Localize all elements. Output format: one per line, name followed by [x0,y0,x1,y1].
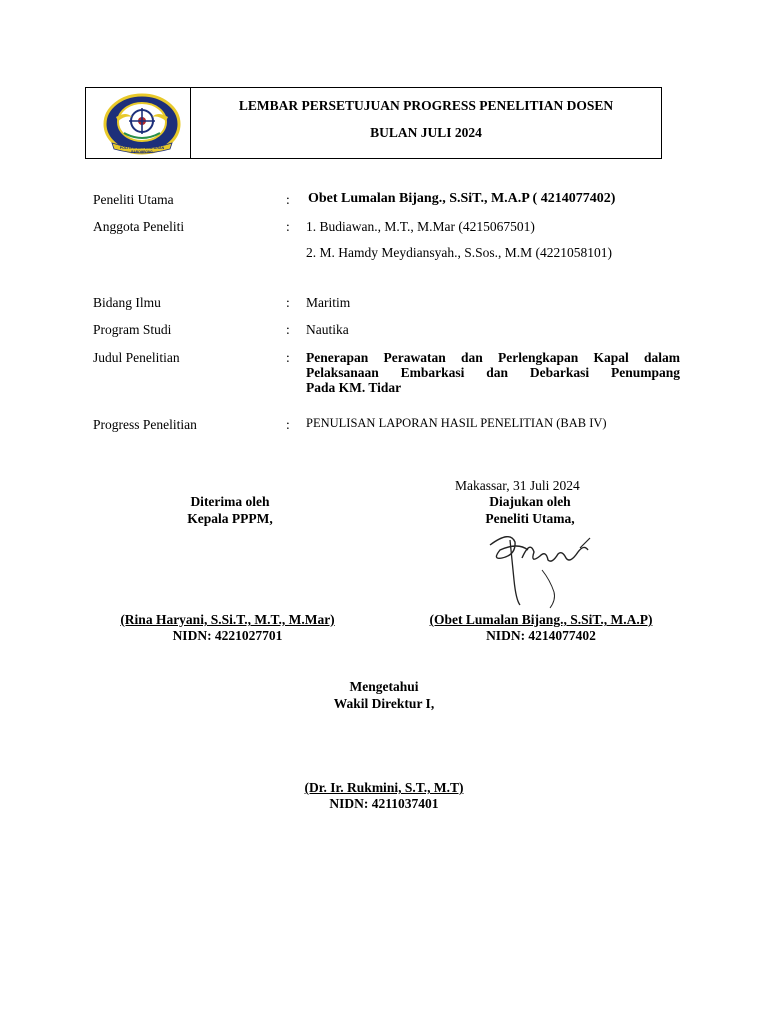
logo-text-bottom: BAROMBONG [131,150,153,154]
header-box [85,87,662,159]
label-peneliti-utama: Peneliti Utama [93,192,174,207]
colon: : [286,417,290,432]
left-sign-line2: Kepala PPPM, [187,511,273,526]
value-bidang-ilmu: Maritim [306,295,351,310]
bottom-signer-nidn: NIDN: 4211037401 [329,796,439,811]
left-signer-name: (Rina Haryani, S.Si.T., M.T., M.Mar) [120,612,335,627]
label-anggota-peneliti: Anggota Peneliti [93,219,185,234]
left-signer-nidn: NIDN: 4221027701 [172,628,283,643]
right-sign-line1: Diajukan oleh [489,494,571,509]
judul-line-2: Pelaksanaan Embarkasi dan Debarkasi Penumpang [306,365,680,380]
left-sign-line1: Diterima oleh [190,494,270,509]
label-judul-penelitian: Judul Penelitian [93,350,180,365]
right-signer-name: (Obet Lumalan Bijang., S.SiT., M.A.P) [429,612,653,627]
document-subtitle: BULAN JULI 2024 [370,125,482,140]
value-judul-penelitian [306,350,680,395]
value-progress-penelitian: PENULISAN LAPORAN HASIL PENELITIAN (BAB IV) [306,416,607,430]
bottom-sign-line2: Wakil Direktur I, [333,696,435,711]
label-progress-penelitian: Progress Penelitian [93,417,197,432]
document-title: LEMBAR PERSETUJUAN PROGRESS PENELITIAN DOSEN [238,98,614,113]
colon: : [286,350,290,365]
institution-logo [102,93,182,155]
label-program-studi: Program Studi [93,322,172,337]
colon: : [286,295,290,310]
colon: : [286,219,290,234]
value-program-studi: Nautika [306,322,349,337]
colon: : [286,322,290,337]
judul-line-3: Pada KM. Tidar [306,380,402,395]
logo-text-top: POLITEKNIK PELAYARAN [119,146,165,150]
right-signer-nidn: NIDN: 4214077402 [486,628,596,643]
place-date: Makassar, 31 Juli 2024 [455,478,580,493]
judul-line-1: Penerapan Perawatan dan Perlengkapan Kapal dalam [306,350,680,365]
colon: : [286,192,290,207]
right-sign-line2: Peneliti Utama, [485,511,575,526]
bottom-signer-name: (Dr. Ir. Rukmini, S.T., M.T) [304,780,464,795]
bottom-sign-line1: Mengetahui [349,679,419,694]
value-anggota-2: 2. M. Hamdy Meydiansyah., S.Sos., M.M (4221058101) [306,245,612,260]
label-bidang-ilmu: Bidang Ilmu [93,295,161,310]
value-anggota-1: 1. Budiawan., M.T., M.Mar (4215067501) [306,219,535,234]
value-peneliti-utama: Obet Lumalan Bijang., S.SiT., M.A.P ( 4214077402) [308,191,616,206]
